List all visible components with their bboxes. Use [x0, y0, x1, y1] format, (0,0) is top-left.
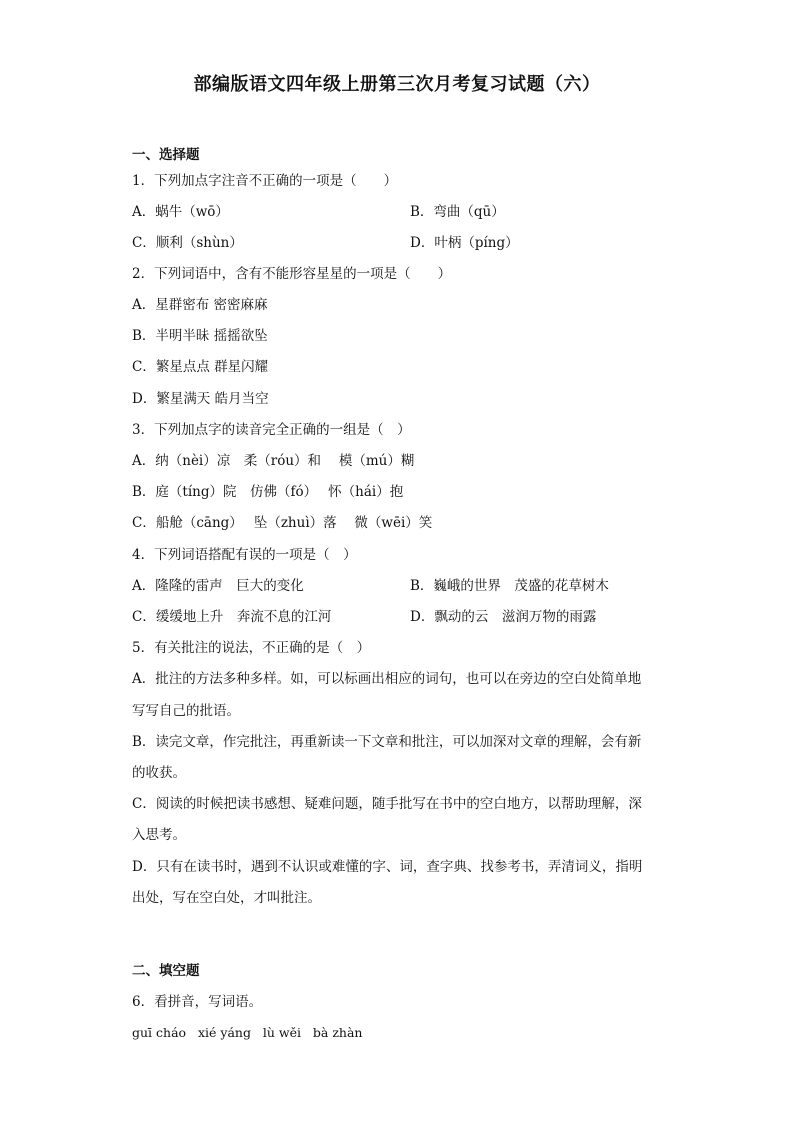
- question-5-option-c-line1: C．阅读的时候把读书感想、疑难问题，随手批写在书中的空白地方，以帮助理解，深: [132, 796, 642, 812]
- question-2-option-a: A．星群密布 密密麻麻: [132, 297, 268, 313]
- question-5-option-b-line2: 的收获。: [132, 765, 186, 781]
- question-1-option-c: C．顺利（shùn）: [132, 235, 243, 251]
- page-title: 部编版语文四年级上册第三次月考复习试题（六）: [193, 74, 601, 95]
- question-2-option-d: D．繁星满天 皓月当空: [132, 391, 269, 407]
- question-6-pinyin: guī cháo xié yáng lù wěi bà zhàn: [132, 1025, 363, 1040]
- question-1-option-d: D．叶柄（píng）: [410, 235, 519, 251]
- question-3-stem: 3．下列加点字的读音完全正确的一组是（ ）: [132, 422, 411, 438]
- question-2-option-b: B．半明半昧 摇摇欲坠: [132, 328, 268, 344]
- question-2-stem: 2．下列词语中，含有不能形容星星的一项是（ ）: [132, 266, 452, 282]
- question-5-option-b-line1: B．读完文章，作完批注，再重新读一下文章和批注，可以加深对文章的理解，会有新: [132, 734, 642, 750]
- question-6-stem: 6．看拼音，写词语。: [132, 994, 263, 1010]
- question-3-option-b: B．庭（tíng）院 仿佛（fó） 怀（hái）抱: [132, 484, 404, 500]
- question-3-option-a: A．纳（nèi）凉 柔（róu）和 模（mú）糊: [132, 453, 415, 469]
- question-1-option-b: B．弯曲（qū）: [410, 204, 505, 220]
- question-4-stem: 4．下列词语搭配有误的一项是（ ）: [132, 547, 357, 563]
- question-5-option-a-line1: A．批注的方法多种多样。如，可以标画出相应的词句，也可以在旁边的空白处简单地: [132, 671, 642, 687]
- question-5-option-d-line1: D．只有在读书时，遇到不认识或难懂的字、词，查字典、找参考书，弄清词义，指明: [132, 859, 643, 875]
- question-4-option-c: C．缓缓地上升 奔流不息的江河: [132, 609, 332, 625]
- question-4-option-d: D．飘动的云 滋润万物的雨露: [410, 609, 597, 625]
- question-5-stem: 5．有关批注的说法，不正确的是（ ）: [132, 640, 371, 656]
- section-heading-fill: 二、填空题: [132, 963, 200, 979]
- question-4-option-b: B．巍峨的世界 茂盛的花草树木: [410, 578, 609, 594]
- question-2-option-c: C．繁星点点 群星闪耀: [132, 359, 269, 375]
- section-heading-choice: 一、选择题: [132, 147, 200, 163]
- question-5-option-c-line2: 入思考。: [132, 827, 186, 843]
- question-1-stem: 1．下列加点字注音不正确的一项是（ ）: [132, 173, 398, 189]
- question-5-option-a-line2: 写写自己的批语。: [132, 703, 240, 719]
- question-4-option-a: A．隆隆的雷声 巨大的变化: [132, 578, 304, 594]
- question-1-option-a: A．蜗牛（wō）: [132, 204, 229, 220]
- question-3-option-c: C．船舱（cāng） 坠（zhuì）落 微（wēi）笑: [132, 515, 433, 531]
- question-5-option-d-line2: 出处，写在空白处，才叫批注。: [132, 890, 321, 906]
